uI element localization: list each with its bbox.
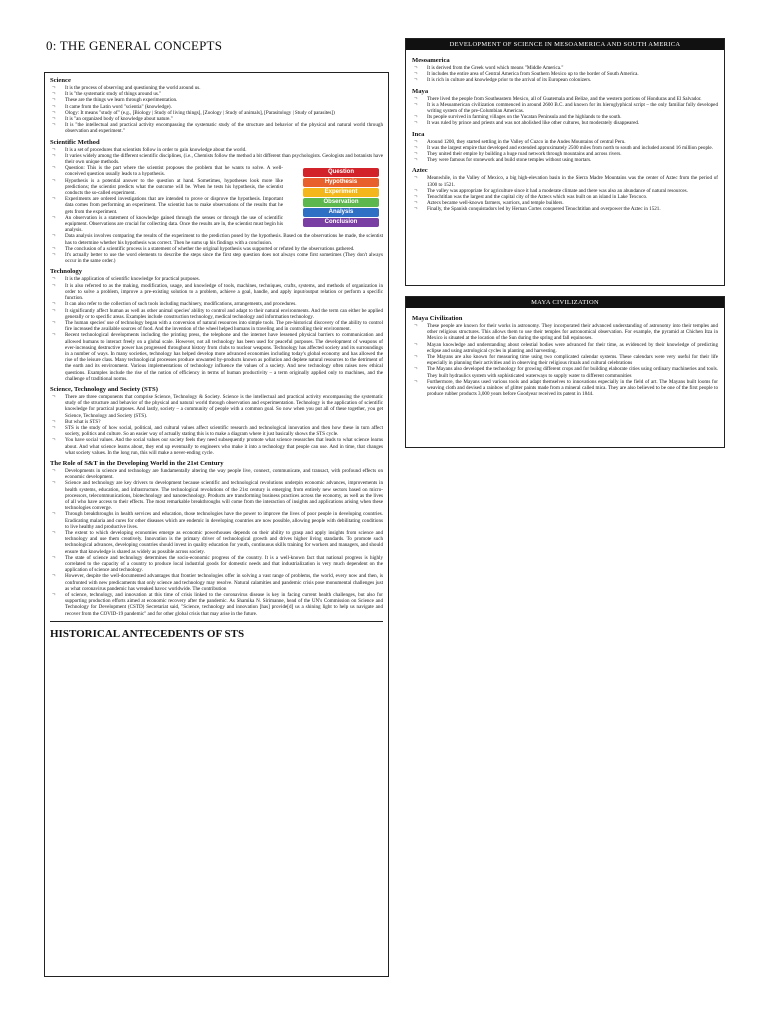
list-item: ¬ It was ruled by prince and priests and was not abolished like other cultures, but moderately disappeared. [412, 120, 718, 126]
list-item: ¬ It is derived from the Greek word which means "Middle America." [412, 65, 718, 71]
mesoamerica-box [405, 38, 725, 286]
section-heading: Science, Technology and Society (STS) [50, 385, 158, 393]
list-item: ¬ Tenochtitlan was the largest and the capital city of the Aztecs which was built on an island in Lake Texcoco. [412, 194, 718, 200]
method-step: Experiment [303, 188, 379, 197]
list-item: ¬ The conclusion of a scientific process is a statement of whether the original hypothesis was supported or refuted by the observations gathered. [50, 246, 383, 252]
section [412, 131, 718, 164]
right-column [405, 38, 725, 448]
section [50, 268, 383, 381]
bullet-list [412, 139, 718, 164]
list-item: ¬ It's actually better to use the word elements to describe the steps since the first step question does not always come first sometimes (They don't always occur in the same order.) [50, 252, 383, 264]
list-item: ¬ The extent to which developing economies emerge as economic powerhouses depends on their ability to grasp and apply insights from science and technology and use them creatively. Innovation is the primary driver of technological growth and drives higher living standards. To promote such technological advances, developing countries should invest in quality education for youth, continuous skills training for workers and managers, and should ensure that knowledge is shared as widely as possible across society. [50, 530, 383, 555]
list-item: ¬ The Mayans are also known for measuring time using two complicated calendar systems. These calendars were very useful for their life especially in planning their activities and in observing their religious rituals and cultural celebrations [412, 354, 718, 366]
method-step: Conclusion [303, 218, 379, 227]
section [412, 315, 718, 397]
bullet-list [412, 65, 718, 84]
historical-antecedents-heading: HISTORICAL ANTECEDENTS OF STS [50, 621, 383, 640]
list-item: ¬ You have social values. And the social values our society feels they need subsequently promote what science researches that leads to what science learns about. And what science learns about, they end up eventually to engineers who make it into a technology that people can use. And in time, that changes what society values. In the long run, this will make a never-ending cycle. [50, 437, 383, 456]
left-sections [50, 77, 383, 617]
list-item: ¬ Through breakthroughs in health services and education, those technologies have the power to improve the lives of poor people in developing countries. Eradicating malaria and cures for other diseases which are endemic in developing countries are now possible, allowing people with debilitating conditions to live healthy and productive lives. [50, 511, 383, 530]
section-heading: Inca [412, 130, 425, 138]
list-item: ¬ It was the largest empire that developed and extended approximately 2500 miles from north to south and included around 16 million people. [412, 145, 718, 151]
maya-content [406, 308, 724, 400]
list-item: ¬ Recent technological developments including the printing press, the telephone and the internet have lessened physical barriers to communication and allowed humans to interact freely on a global scale. However, not all technology has been used for peaceful purposes. The development of weapons of ever-increasing destructive power has progressed throughout history from clubs to nuclear weapons. Technology has affected society and its surroundings in a number of ways. In many societies, technology has helped develop more advanced economies including today's global economy and has allowed the rise of the leisure class. Many technological processes produce unwanted by-products known as pollution and deplete natural resources to the detriment of the earth and its environment. Various implementations of technology influence the values of a society. And new technology often raises new ethical questions. Examples include the rise of the notion of efficiency in terms of human productivity – a term originally applied only to machines, and the challenge of traditional norms. [50, 332, 383, 382]
mesoamerica-content [406, 50, 724, 216]
list-item: ¬ It is also referred to as the making, modification, usage, and knowledge of tools, machines, techniques, crafts, systems, and methods of organization in order to solve a problem, improve a pre-existing solution to a problem, achieve a goal, handle, and apply input/output relation or perform a specific function. [50, 283, 383, 302]
list-item: ¬ Hypothesis is a potential answer to the question at hand. Sometimes, hypotheses look more like predictions; the scientist predicts what the outcome will be. When he tests his hypothesis, the scientist conducts the so-called experiment. [50, 178, 383, 197]
list-item: ¬ Developments in science and technology are fundamentally altering the way people live, connect, communicate, and transact, with profound effects on economic development. [50, 468, 383, 480]
list-item: ¬ It is "the intellectual and practical activity encompassing the systematic study of the structure and behavior of the physical and natural world through observation and experiment." [50, 122, 383, 134]
list-item: ¬ It includes the entire area of Central America from Southern Mexico up to the border of South America. [412, 71, 718, 77]
method-step: Hypothesis [303, 178, 379, 187]
list-item: ¬ It is the process of observing and questioning the world around us. [50, 85, 383, 91]
list-item: ¬ Science and technology are key drivers to development because scientific and technological revolutions underpin economic advances, improvements in health systems, education, and infrastructure. The technological revolutions of the 21st century is emerging from entirely new sectors based on micro-processors, telecommunications, biotechnology and nanotechnology. Products are transforming business practices across the economy, as well as the lives of all who have access to their effects. The most remarkable breakthroughs will come from the interaction of insights and applications arising when these technologies converge. [50, 480, 383, 511]
maya-banner: MAYA CIVILIZATION [406, 297, 724, 308]
section [412, 57, 718, 84]
list-item: ¬ These are the things we learn through experimentation. [50, 97, 383, 103]
list-item: ¬ However, despite the well-documented advantages that frontier technologies offer in solving a vast range of problems, the world, every now and then, is confronted with new predicaments that only science and technology may resolve. Natural calamities and pandemic crisis pose monumental challenges just as what coronavirus pandemic has wreaked havoc worldwide. The contribution [50, 573, 383, 592]
list-item: ¬ It is "an organized body of knowledge about nature." [50, 116, 383, 122]
list-item: ¬ Finally, the Spanish conquistadors led by Hernan Cortes conquered Tenochtitlan and overpower the Aztec in 1521. [412, 206, 718, 212]
list-item: ¬ of science, technology, and innovation at this time of crisis linked to the coronavirus disease is key in facing current health challenges, but also for supporting production efforts aimed at economic recovery after the pandemic. As Shamika N. Sirimanne, head of the UN's Commission on Science and Technology for Development (CSTD) Secretariat said, "Science, technology and innovation [has] provide[d] us a shining light to help us navigate and recover from the COVID-19 pandemic" and for other global crisis that may arise in the future. [50, 592, 383, 617]
list-item: ¬ Around 1200, they started settling in the Valley of Cuzco in the Andes Mountains of central Peru. [412, 139, 718, 145]
bullet-list [50, 147, 383, 265]
list-item: ¬ It is "the systematic study of things around us." [50, 91, 383, 97]
section-heading: Science [50, 77, 71, 84]
list-item: ¬ There are three components that comprise Science, Technology & Society. Science is the intellectual and practical activity encompassing the systematic study of the structure and behavior of the physical and natural world through observation and experimentation. Technology is the application of scientific knowledge for practical purposes. And lastly, society – a community of people with a common goal. So now when you put all of these together, you get Science, Technology and Society (STS). [50, 394, 383, 419]
section [50, 77, 383, 135]
bullet-list [50, 394, 383, 456]
section-heading: Maya Civilization [412, 315, 463, 322]
list-item: ¬ STS is the study of how social, political, and cultural values affect scientific research and technological innovation and then how these in turn affect society, politics and culture. So an easier way of actually stating this is to make a diagram where it just basically shows the STS cycle. [50, 425, 383, 437]
list-item: ¬ It significantly affect human as well as other animal species' ability to control and adapt to their natural environments. And the term can either be applied generally or to specific areas. Examples include construction technology, medical technology and information technology. [50, 308, 383, 320]
list-item: ¬ It varies widely among the different scientific disciplines, (i.e., Chemists follow the method a bit different than psychologists. Geologists and botanists have their own unique methods. [50, 153, 383, 165]
section-heading: Aztec [412, 167, 428, 175]
list-item: ¬ It is a Mesoamerican civilization commenced in around 2600 B.C. and known for its hieroglyphical script – the only familiar fully developed writing system of the pre-Columbian Americas. [412, 102, 718, 114]
bullet-list [412, 323, 718, 397]
bullet-list [412, 96, 718, 127]
bullet-list [50, 468, 383, 617]
section-heading: Maya [412, 87, 429, 95]
section-heading: Scientific Method [50, 138, 100, 146]
list-item: ¬ There lived the people from Southeastern Mexico, all of Guatemala and Belize, and the western portions of Honduras and El Salvador. [412, 96, 718, 102]
list-item: ¬ The valley was appropriate for agriculture since it had a moderate climate and there was also an abundance of natural resources. [412, 188, 718, 194]
method-step: Question [303, 168, 379, 177]
list-item: ¬ The state of science and technology determines the socio-economic progress of the country. It is a well-known fact that national progress is highly correlated to the capacity of a country to produce local industrial goods for domestic needs and that industrialization is very much dependent on the application of science and technology. [50, 555, 383, 574]
list-item: ¬ Aztecs became well-known farmers, warriors, and temple builders. [412, 200, 718, 206]
list-item: ¬ Experiments are ordered investigations that are intended to prove or disprove the hypothesis. Important data comes from performing an experiment. The scientist has to make observations of the results that he gets from the experiment. [50, 196, 383, 215]
list-item: ¬ Mayan knowledge and understanding about celestial bodies were advanced for their time, as evidenced by their knowledge of predicting eclipse and using astrological cycles in planting and harvesting. [412, 342, 718, 354]
list-item: ¬ These people are known for their works in astronomy. They incorporated their advanced understanding of astronomy into their temples and other religious structures. This allows them to use their temples for astronomical observation. For example, the pyramid at Chichen Itza in Mexico is situated at the location of the Sun during the spring and fall equinoxes. [412, 323, 718, 342]
list-item: ¬ An observation is a statement of knowledge gained through the senses or through the use of scientific equipment. Observations are crucial for collecting data. Once the results are in, the scientist must begin his analysis. [50, 215, 383, 234]
section [50, 386, 383, 456]
section-heading: The Role of S&T in the Developing World in the 21st Century [50, 459, 224, 467]
list-item: ¬ The human species' use of technology began with a conversion of natural resources into simple tools. The pre-historical discovery of the ability to control fire increased the available sources of food. And the invention of the wheel helped humans in traveling and in controlling their environment. [50, 320, 383, 332]
section [412, 167, 718, 212]
left-column [44, 38, 389, 977]
list-item: ¬ It can also refer to the collection of such tools including machinery, modifications, arrangements, and procedures. [50, 301, 383, 307]
section-heading: Technology [50, 268, 82, 276]
list-item: ¬ Its people survived in farming villages on the Yucatan Peninsula and the highlands to the south. [412, 114, 718, 120]
list-item: ¬ Meanwhile, in the Valley of Mexico, a big high-elevation basin in the Sierra Madre Mountains was the center of Aztec from the period of 1300 to 1521. [412, 175, 718, 187]
section [50, 139, 383, 265]
list-item: ¬ Furthermore, the Mayans used various tools and adapt themselves to innovations especially in the field of art. The Mayans built looms for weaving cloth and devised a rainbow of glitter paints made from a mineral called mica. They are also believed to be one of the first people to produce rubber products 3,000 years before Goodyear received its patent in 1844. [412, 379, 718, 398]
bullet-list [50, 276, 383, 381]
method-step: Observation [303, 198, 379, 207]
bullet-list [50, 85, 383, 135]
list-item: ¬ They united their empire by building a huge road network through mountains and across rivers. [412, 151, 718, 157]
list-item: ¬ Data analysis involves comparing the results of the experiment to the prediction posed by the hypothesis. Based on the observations he made, the scientist has to determine whether his hypothesis was correct. Then he sums up his findings with a conclusion. [50, 233, 383, 245]
mesoamerica-banner: DEVELOPMENT OF SCIENCE IN MESOAMERICA AND SOUTH AMERICA [406, 39, 724, 50]
list-item: ¬ It is rich in culture and knowledge prior to the arrival of its European colonizers. [412, 77, 718, 83]
list-item: ¬ It is the application of scientific knowledge for practical purposes. [50, 276, 383, 282]
bullet-list [412, 175, 718, 212]
page-title: 0: THE GENERAL CONCEPTS [46, 38, 223, 53]
list-item: ¬ It came from the Latin word "scientia" (knowledge). [50, 104, 383, 110]
section-heading: Mesoamerica [412, 57, 450, 64]
section [50, 460, 383, 617]
maya-box [405, 296, 725, 448]
list-item: ¬ The Mayans also developed the technology for growing different crops and for building elaborate cities using ordinary machineries and tools. They built hydraulics system with sophisticated waterways to supply water to different communities [412, 366, 718, 378]
list-item: ¬ Question: This is the part where the scientist proposes the problem that he wants to solve. A well-conceived question usually leads to a hypothesis. [50, 165, 383, 177]
list-item: ¬ It is a set of procedures that scientists follow in order to gain knowledge about the world. [50, 147, 383, 153]
list-item: ¬ Ology: It means "study of" (e.g., [Biology | Study of living things], [Zoology | Study of animals], [Parasitology | Study of parasites]) [50, 110, 383, 116]
section [412, 88, 718, 127]
list-item: ¬ But what is STS? [50, 419, 383, 425]
method-step: Analysis [303, 208, 379, 217]
left-content-box [44, 72, 389, 977]
list-item: ¬ They were famous for stonework and build stone temples without using mortars. [412, 157, 718, 163]
